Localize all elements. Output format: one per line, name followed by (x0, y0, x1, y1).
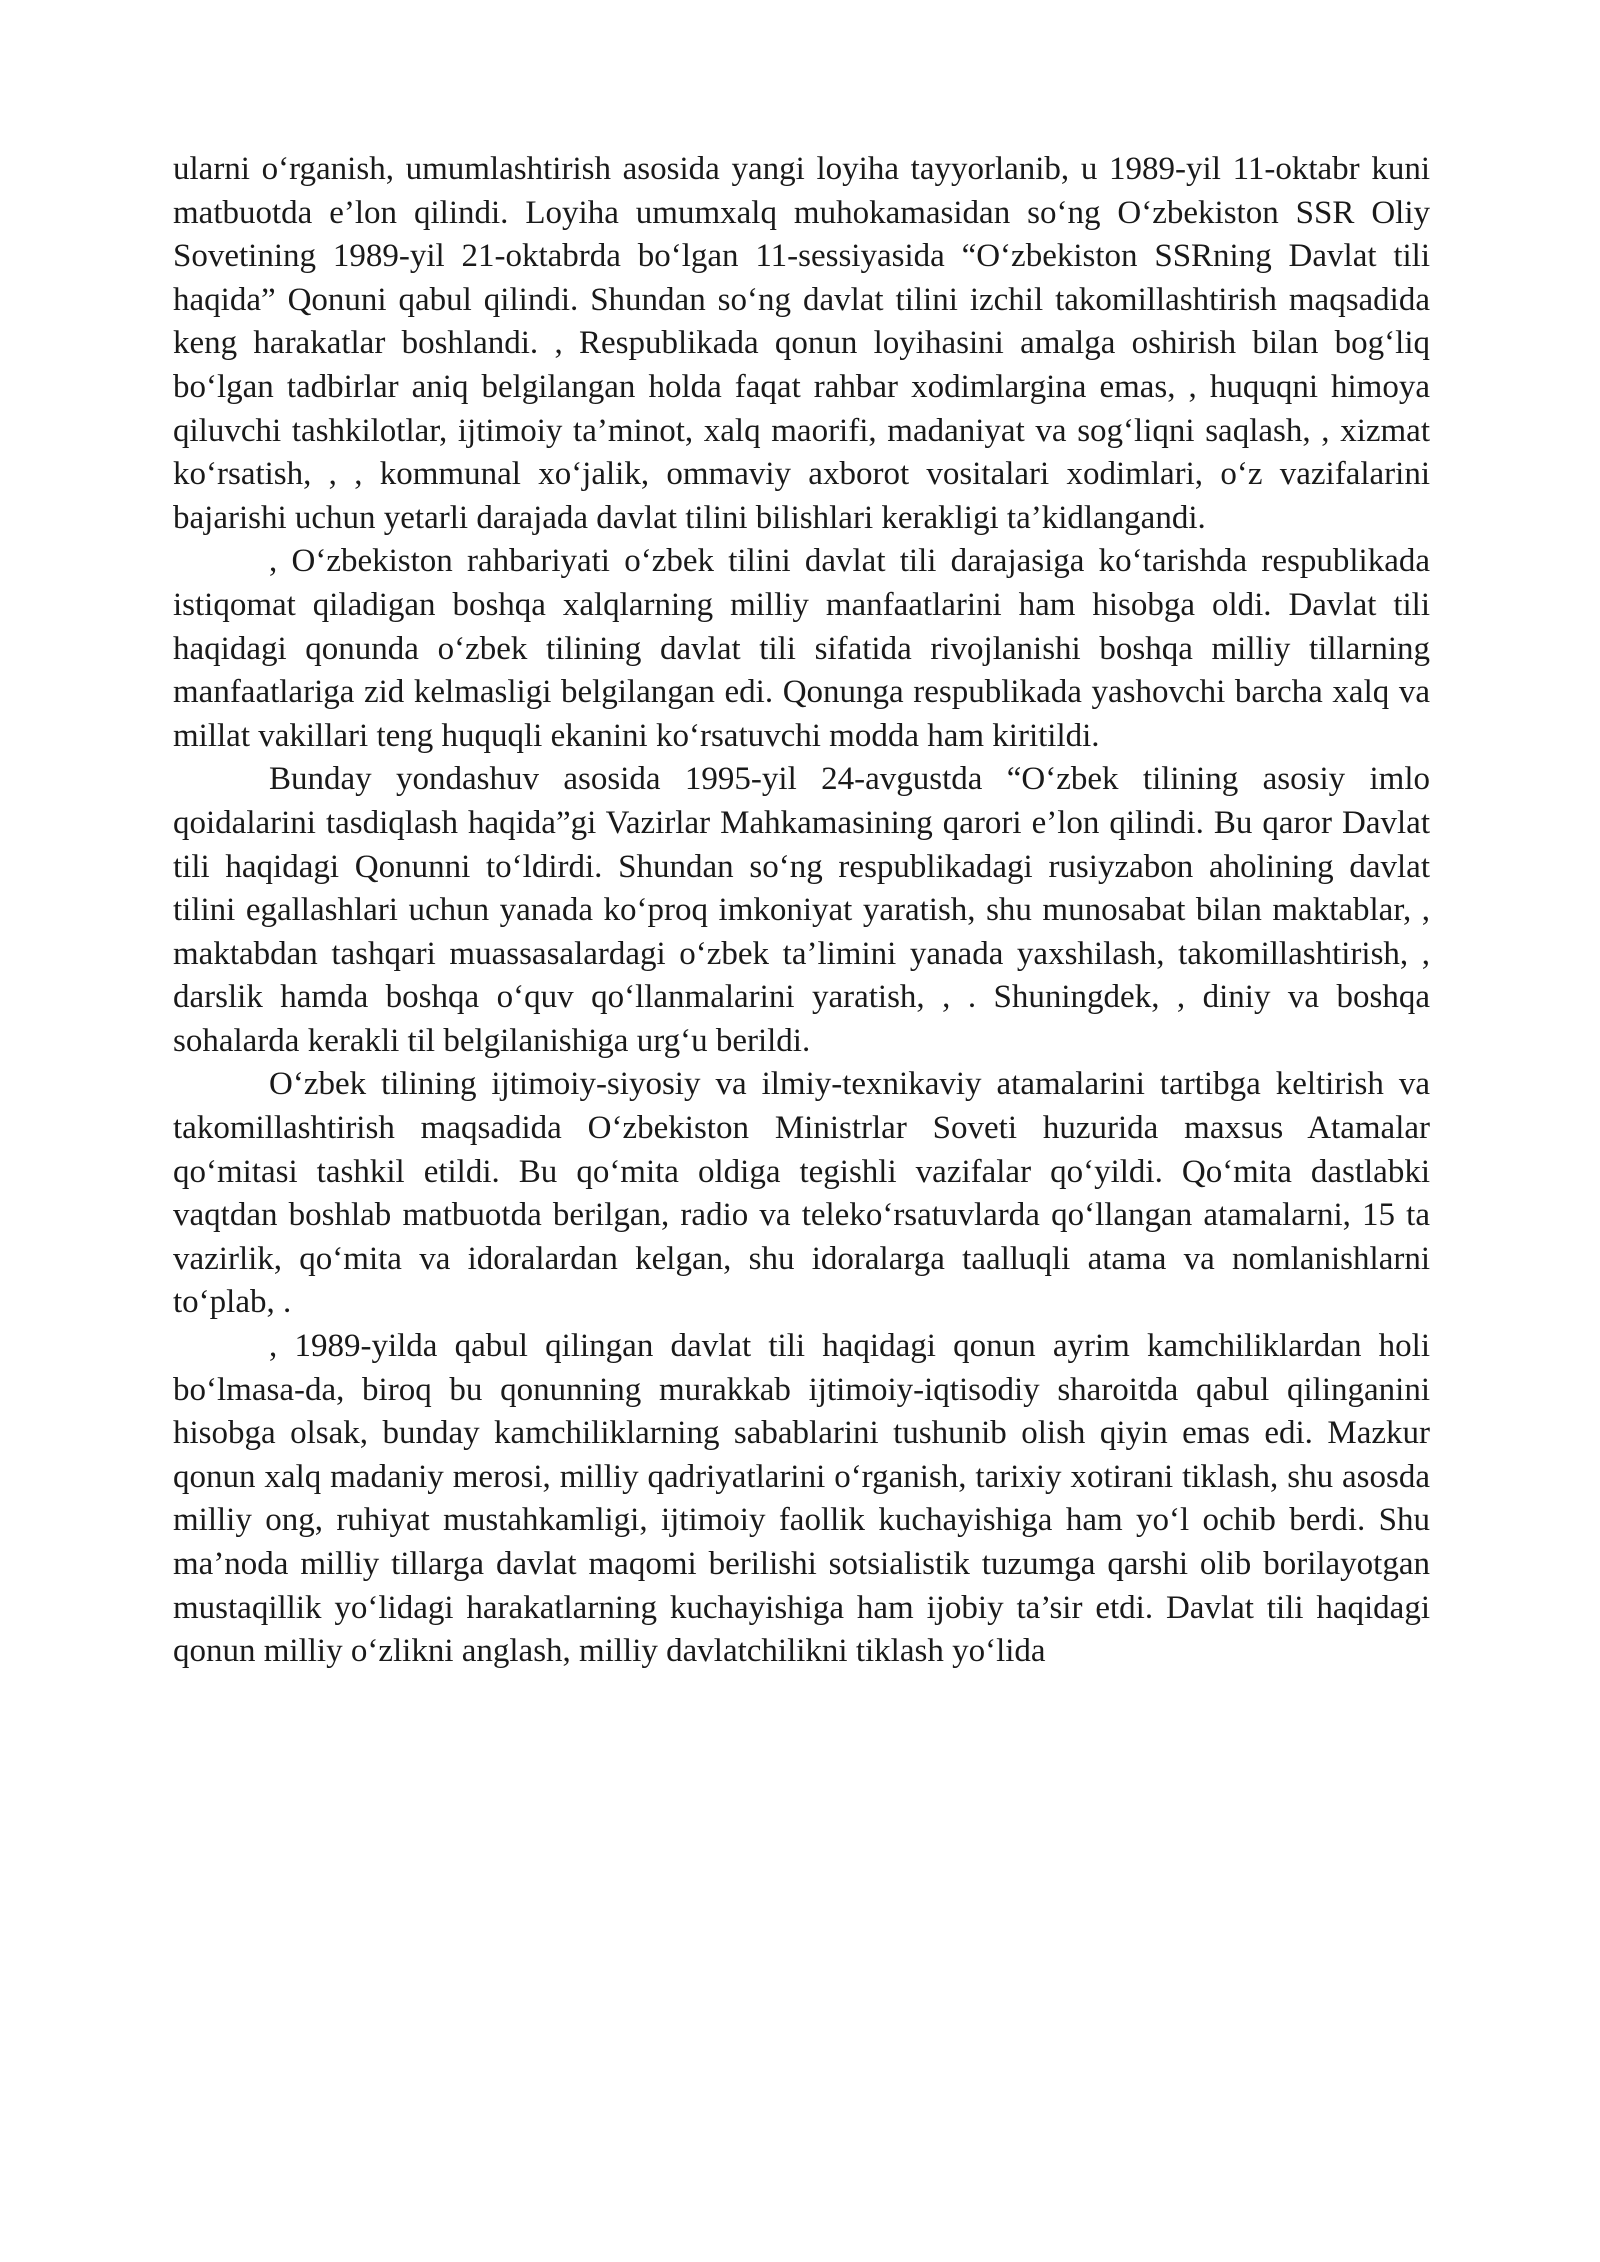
paragraph-1: ularni o‘rganish, umumlashtirish asosida yangi loyiha tayyorlanib, u 1989-yil 11-oktabr kuni matbuotda e’lon qilindi. Loyiha umumxalq muhokamasidan so‘ng O‘zbekiston SSR Oliy Sovetining 1989-yil 21-oktabrda bo‘lgan 11-sessiyasida “O‘zbekiston SSRning Davlat tili haqida” Qonuni qabul qilindi. Shundan so‘ng davlat tilini izchil takomillashtirish maqsadida keng harakatlar boshlandi. , Respublikada qonun loyihasini amalga oshirish bilan bog‘liq bo‘lgan tadbirlar aniq belgilangan holda faqat rahbar xodimlargina emas, , huquqni himoya qiluvchi tashkilotlar, ijtimoiy ta’minot, xalq maorifi, madaniyat va sog‘liqni saqlash, , xizmat ko‘rsatish, , , kommunal xo‘jalik, ommaviy axborot vositalari xodimlari, o‘z vazifalarini bajarishi uchun yetarli darajada davlat tilini bilishlari kerakligi ta’kidlangandi. (173, 151, 1430, 536)
paragraph-2: , O‘zbekiston rahbariyati o‘zbek tilini davlat tili darajasiga ko‘tarishda respublikada istiqomat qiladigan boshqa xalqlarning milliy manfaatlarini ham hisobga oldi. Davlat tili haqidagi qonunda o‘zbek tilining davlat tili sifatida rivojlanishi boshqa milliy tillarning manfaatlariga zid kelmasligi belgilangan edi. Qonunga respublikada yashovchi barcha xalq va millat vakillari teng huquqli ekanini ko‘rsatuvchi modda ham kiritildi. (173, 543, 1430, 754)
paragraph-3: Bunday yondashuv asosida 1995-yil 24-avgustda “O‘zbek tilining asosiy imlo qoidalarini tasdiqlash haqida”gi Vazirlar Mahkamasining qarori e’lon qilindi. Bu qaror Davlat tili haqidagi Qonunni to‘ldirdi. Shundan so‘ng respublikadagi rusiyzabon aholining davlat tilini egallashlari uchun yanada ko‘proq imkoniyat yaratish, shu munosabat bilan maktablar, , maktabdan tashqari muassasalardagi o‘zbek ta’limini yanada yaxshilash, takomillashtirish, , darslik hamda boshqa o‘quv qo‘llanmalarini yaratish, , . Shuningdek, , diniy va boshqa sohalarda kerakli til belgilanishiga urg‘u berildi. (173, 761, 1430, 1059)
paragraph-4: O‘zbek tilining ijtimoiy-siyosiy va ilmiy-texnikaviy atamalarini tartibga keltirish va takomillashtirish maqsadida O‘zbekiston Ministrlar Soveti huzurida maxsus Atamalar qo‘mitasi tashkil etildi. Bu qo‘mita oldiga tegishli vazifalar qo‘yildi. Qo‘mita dastlabki vaqtdan boshlab matbuotda berilgan, radio va teleko‘rsatuvlarda qo‘llangan atamalarni, 15 ta vazirlik, qo‘mita va idoralardan kelgan, shu idoralarga taalluqli atama va nomlanishlarni to‘plab, . (173, 1066, 1430, 1321)
document-body (173, 148, 1430, 1674)
paragraph-5: , 1989-yilda qabul qilingan davlat tili haqidagi qonun ayrim kamchiliklardan holi bo‘lmasa-da, biroq bu qonunning murakkab ijtimoiy-iqtisodiy sharoitda qabul qilinganini hisobga olsak, bunday kamchiliklarning sabablarini tushunib olish qiyin emas edi. Mazkur qonun xalq madaniy merosi, milliy qadriyatlarini o‘rganish, tarixiy xotirani tiklash, shu asosda milliy ong, ruhiyat mustahkamligi, ijtimoiy faollik kuchayishiga ham yo‘l ochib berdi. Shu ma’noda milliy tillarga davlat maqomi berilishi sotsialistik tuzumga qarshi olib borilayotgan mustaqillik yo‘lidagi harakatlarning kuchayishiga ham ijobiy ta’sir etdi. Davlat tili haqidagi qonun milliy o‘zlikni anglash, milliy davlatchilikni tiklash yo‘lida (173, 1328, 1430, 1670)
